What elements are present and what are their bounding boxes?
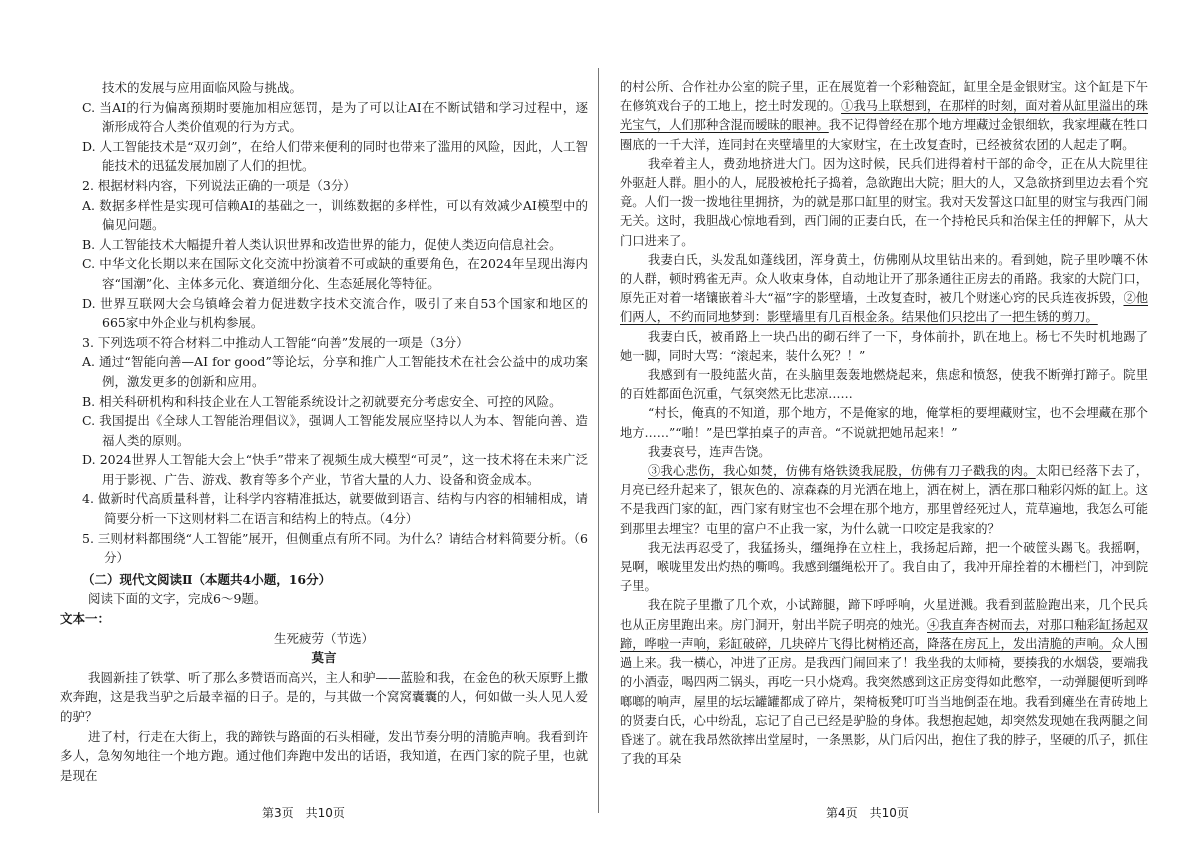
story-paragraph: 我牵着主人，费劲地挤进大门。因为这时候，民兵们进得着村干部的命令，正在从大院里往外驱赶人群。胆小的人，屁股被枪托子捣着，急欲跑出大院；胆大的人，又急欲挤到里边去看个究竟。人们一拨一拨地往里拥挤，为的就是那口缸里的财宝。我对天发誓这口缸里的财宝与我西门闹无关。这时，我胆战心惊地看到，西门闹的正妻白氏，在一个持枪民兵和治保主任的押解下，从大门口进来了。 xyxy=(620,156,1148,248)
q2-option-a: A. 数据多样性是实现可信赖AI的基础之一，训练数据的多样性，可以有效减少AI模型中的偏见问题。 xyxy=(82,197,588,233)
section-instruction: 阅读下面的文字，完成6～9题。 xyxy=(88,591,267,607)
story-paragraph: “村长，俺真的不知道，那个地方，不是俺家的地，俺掌柜的要埋藏财宝，也不会埋藏在那个地方……”“啪！”是巴掌拍桌子的声音。“不说就把她吊起来！” xyxy=(620,406,1148,440)
q3-option-c: C. 我国提出《全球人工智能治理倡议》，强调人工智能发展应坚持以人为本、智能向善、造福人类的原则。 xyxy=(82,413,588,448)
section-heading: （二）现代文阅读Ⅱ（本题共4小题，16分） xyxy=(82,571,332,587)
story-paragraph: 我圆新挂了铁掌、听了那么多赞语而高兴，主人和驴——蓝脸和我，在金色的秋天原野上撒欢奔跑，这是我当驴之后最幸福的日子。是的，与其做一个窝窝囊囊的人，何如做一头人见人爱的驴？ xyxy=(60,669,589,724)
underlined-sentence-1: ①我马上联想到，在那样的时刻，面对着从缸里溢出的珠光宝气，人们那种含混而暧昧的眼神。 xyxy=(620,99,1149,133)
story-paragraph: 我妻白氏，头发乱如蓬线团，浑身黄土，仿佛刚从坟里钻出来的。看到她，院子里吵嚷不休的人群，顿时鸦雀无声。众人收束身体，自动地让开了那条通往正房去的甬路。我家的大院门口，原先正对着一堵镶嵌着斗大“福”字的影壁墙，土改复查时，被几个财迷心窍的民兵连夜拆毁，②他们两人，不约而同地梦到：影壁墙里有几百根金条。结果他们只挖出了一把生锈的剪刀。 xyxy=(620,252,1149,325)
q1-continuation: 技术的发展与应用面临风险与挑战。 xyxy=(102,80,303,95)
story-paragraph: 我感到有一股纯蓝火苗，在头脑里轰轰地燃烧起来，焦虑和愤怒，使我不断弹打蹄子。院里的百姓都面色沉重，气氛突然无比悲凉…… xyxy=(620,368,1148,402)
story-title: 生死疲劳（节选） xyxy=(273,630,374,646)
underlined-sentence-4: ④我直奔杏树而去，对那口釉彩缸扬起双蹄，哗啦一声响，彩缸破碎，几块碎片飞得比树梢还高，降落在房瓦上，发出清脆的声响。 xyxy=(620,617,1149,651)
underlined-sentence-3: ③我心悲伤，我心如焚，仿佛有烙铁烫我屁股，仿佛有刀子戳我的肉。 xyxy=(648,464,1036,479)
q2-stem: 2. 根据材料内容，下列说法正确的一项是（3分） xyxy=(82,177,356,193)
q3-option-d: D. 2024世界人工智能大会上“快手”带来了视频生成大模型“可灵”，这一技术将在未来广泛用于影视、广告、游戏、教育等多个产业，节省大量的人力、设备和资金成本。 xyxy=(82,452,588,487)
q3-option-a: A. 通过“智能向善—AI for good”等论坛，分享和推广人工智能技术在社会公益中的成功案例，激发更多的创新和应用。 xyxy=(82,354,588,389)
story-paragraph: ③我心悲伤，我心如焚，仿佛有烙铁烫我屁股，仿佛有刀子戳我的肉。太阳已经落下去了，月亮已经升起来了，银灰色的、凉森森的月光洒在地上，洒在树上，洒在那口釉彩闪烁的缸上。这不是我西门家的缸，西门家有财宝也不会埋在那个地方，那里曾经死过人，荒草遍地，我怎么可能到那里去埋宝？屯里的富户不止我一家，为什么就一口咬定是我家的？ xyxy=(620,464,1149,536)
text-one-label: 文本一： xyxy=(60,611,111,627)
q3-option-b: B. 相关科研机构和科技企业在人工智能系统设计之初就要充分考虑安全、可控的风险。 xyxy=(82,393,562,409)
story-paragraph: 我在院子里撒了几个欢，小试蹄腿，蹄下呼呼响，火星迸溅。我看到蓝脸跑出来，几个民兵也从正房里跑出来。房门洞开，射出半院子明亮的烛光。④我直奔杏树而去，对那口釉彩缸扬起双蹄，哗啦一声响，彩缸破碎，几块碎片飞得比树梢还高，降落在房瓦上，发出清脆的声响。众人围過上来。我一横心，冲进了正房。是我西门闹回来了！我坐我的太师椅，要揍我的水烟袋，要端我的小酒壶，喝四两二锅头，再吃一只小烧鸡。我突然感到这正房变得如此憋窄，一动弹腿便听到哗啷啷的响声，屋里的坛坛罐罐都成了碎片，架椅板凳叮叮当当地倒歪在地。我看到瘫坐在青砖地上的贤妻白氏，心中纷乱，忘记了自己已经是驴脸的身体。我想抱起她，却突然发现她在我两腿之间昏迷了。就在我昂然欲摔出堂屋时，一条黑影，从门后闪出，抱住了我的脖子，坚硬的爪子，抓住了我的耳朵 xyxy=(620,598,1149,767)
story-paragraph: 我妻白氏，被甬路上一块凸出的砌石绊了一下，身体前扑，趴在地上。杨七不失时机地踢了她一脚，同时大骂：“滚起来，装什么死？！” xyxy=(620,329,1148,363)
q2-option-d: D. 世界互联网大会乌镇峰会着力促进数字技术交流合作，吸引了来自53个国家和地区的665家中外企业与机构参展。 xyxy=(82,295,588,331)
q1-option-c: C. 当AI的行为偏离预期时要施加相应惩罚，是为了可以让AI在不断试错和学习过程中，逐渐形成符合人类价值观的行为方式。 xyxy=(82,99,588,135)
right-page xyxy=(620,78,1148,769)
q1-option-d: D. 人工智能技术是“双刃剑”，在给人们带来便利的同时也带来了滥用的风险，因此，人工智能技术的迅猛发展加剧了人们的担忧。 xyxy=(82,138,588,174)
page-number-right: 第4页 共10页 xyxy=(826,806,909,820)
page-number-left: 第3页 共10页 xyxy=(262,806,345,820)
q3-stem: 3. 下列选项不符合材料二中推动人工智能“向善”发展的一项是（3分） xyxy=(82,334,469,350)
q5-text: 5. 三则材料都围绕“人工智能”展开，但侧重点有所不同。为什么？请结合材料简要分析。（6分） xyxy=(82,530,588,566)
story-paragraph: 我无法再忍受了，我猛扬头，缰绳挣在立柱上，我扬起后蹄，把一个破筐头踢飞。我摇啊，晃啊，喉咙里发出灼热的嘶鸣。我感到缰绳松开了。我自由了，我冲开扉拴着的木栅栏门，冲到院子里。 xyxy=(620,540,1148,594)
underlined-sentence-2: ②他们两人，不约而同地梦到：影壁墙里有几百根金条。结果他们只挖出了一把生锈的剪刀。 xyxy=(620,291,1149,325)
q2-option-b: B. 人工智能技术大幅提升着人类认识世界和改造世界的能力，促使人类迈向信息社会。 xyxy=(82,236,562,252)
q4-text: 4. 做新时代高质量科普，让科学内容精准抵达，就要做到语言、结构与内容的相辅相成，请简要分析一下这则材料二在语言和结构上的特点。（4分） xyxy=(82,491,588,527)
story-author: 莫言 xyxy=(311,650,337,666)
page-divider xyxy=(598,68,599,813)
q2-option-c: C. 中华文化长期以来在国际文化交流中扮演着不可或缺的重要角色，在2024年呈现出海内容“国潮”化、主体多元化、赛道细分化、生态延展化等特征。 xyxy=(82,256,588,291)
left-page xyxy=(60,78,588,785)
story-paragraph: 我妻哀号，连声告饶。 xyxy=(648,444,771,459)
story-paragraph: 进了村，行走在大街上，我的蹄铁与路面的石头相碰，发出节奏分明的清脆声响。我看到许多人，急匆匆地往一个地方跑。通过他们奔跑中发出的话语，我知道，在西门家的院子里，也就是现在 xyxy=(60,728,589,783)
story-paragraph: 的村公所、合作社办公室的院子里，正在展览着一个彩釉瓷缸，缸里全是金银财宝。这个缸是下午在修筑戏台子的工地上，挖土时发现的。①我马上联想到，在那样的时刻，面对着从缸里溢出的珠光宝气，人们那种含混而暧昧的眼神。我不记得曾经在那个地方埋藏过金银细软，我家埋藏在牲口圈底的一千大洋，连同封在夹壁墙里的大家财宝，在土改复查时，已经被贫农团的人起走了啊。 xyxy=(620,80,1149,152)
